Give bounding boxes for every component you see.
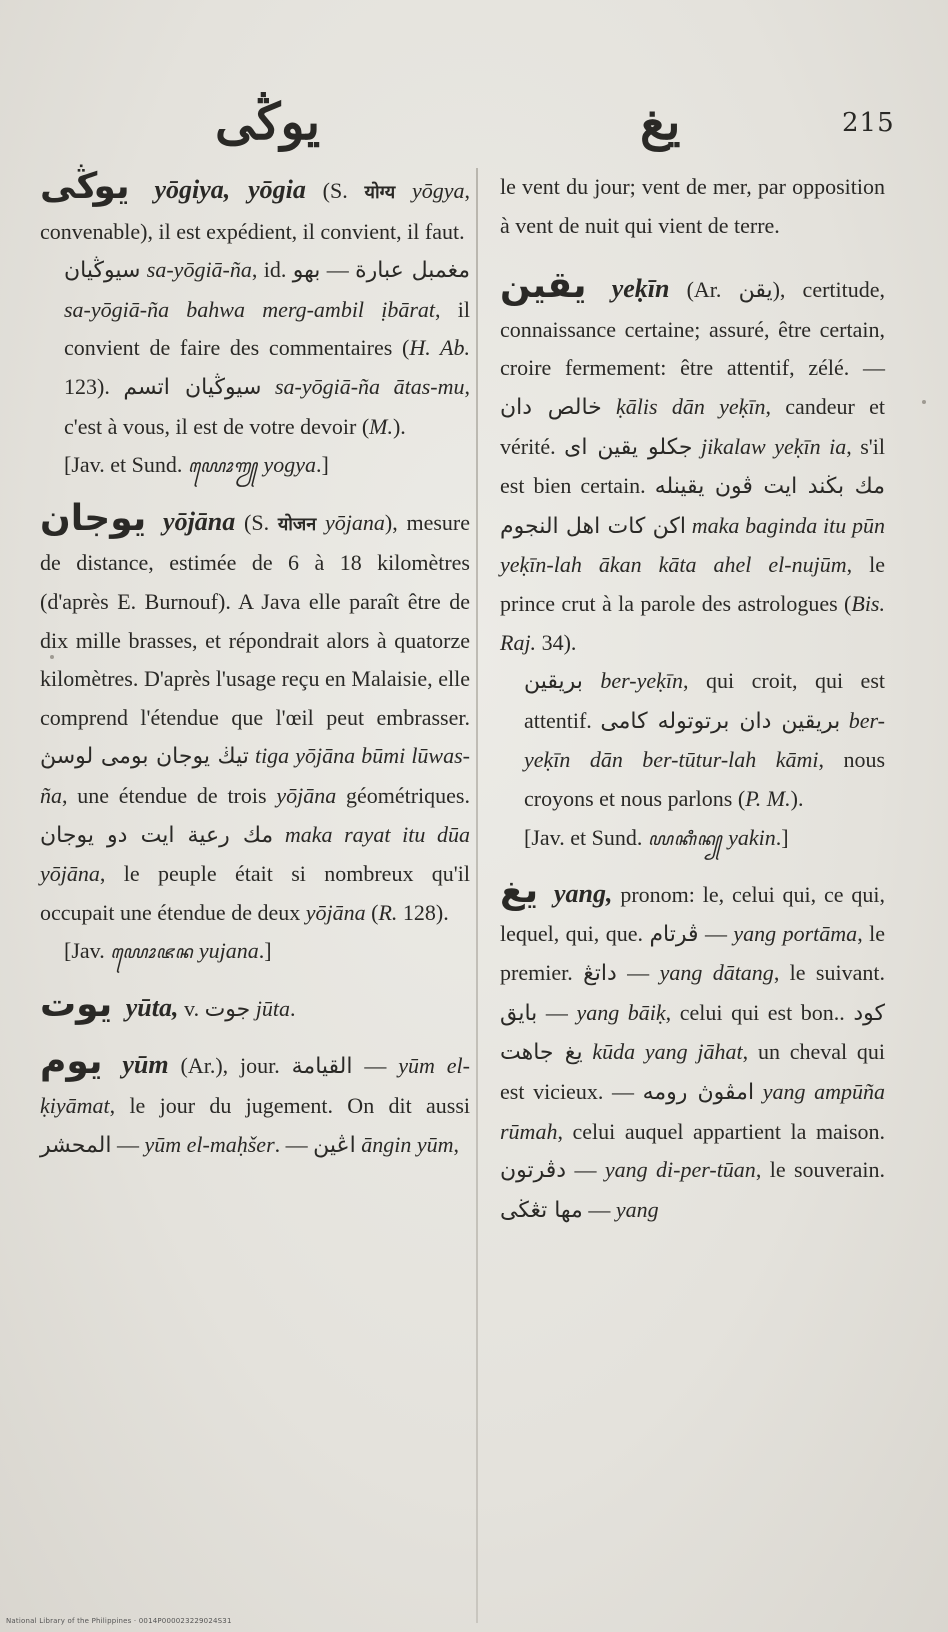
text: 123). <box>64 373 124 399</box>
text: , le souverain. <box>755 1157 885 1183</box>
text <box>395 178 412 203</box>
running-head-center: يغ <box>640 92 681 151</box>
entry-yuta <box>40 983 470 1030</box>
italic-text: yang ampūña rūmah <box>500 1079 885 1144</box>
italic-text: yakin <box>722 824 776 850</box>
text: ). <box>790 785 804 811</box>
italic-text: yōgya <box>411 178 465 203</box>
italic-text: yōjāna <box>305 899 366 925</box>
arabic-text: داتڠ <box>583 961 617 987</box>
italic-text: kūda yang jāhat <box>582 1039 743 1065</box>
entry-yogiya-body <box>40 251 470 446</box>
paper-fleck <box>50 655 54 659</box>
arabic-text: يقن <box>738 278 773 304</box>
headword: yūm <box>122 1050 169 1080</box>
text: ( <box>365 899 379 925</box>
arabic-text: دڤرتون <box>500 1158 567 1184</box>
text: — <box>698 920 734 946</box>
text: géométriques. <box>336 782 470 808</box>
text: (S. <box>305 178 365 203</box>
italic-text: āngin yūm <box>355 1131 454 1157</box>
text: , s'il est bien certain. <box>500 433 885 499</box>
text: , le suivant. <box>773 960 885 986</box>
italic-text: ḳālis dān yeḳīn <box>601 393 766 419</box>
italic-text: yang portāma <box>733 920 858 946</box>
scan-footer: National Library of the Philippines · 0014P000023229024S31 <box>6 1617 232 1625</box>
javanese-script: ꦪꦺꦴꦗꦤ <box>110 942 194 963</box>
italic-text: yōjana <box>325 509 385 535</box>
text: — <box>616 960 660 986</box>
italic-text: tiga yōjāna būmi lūwas-ña <box>40 743 470 808</box>
entry-yang <box>500 872 885 1230</box>
italic-text: M. <box>369 413 393 439</box>
text: — <box>352 1053 399 1079</box>
text: — <box>566 1157 605 1183</box>
text: , le premier. <box>500 920 885 986</box>
italic-text: sa-yōgiā-ña <box>146 257 252 283</box>
arabic-text: بريقين دان برتوتوله كامی <box>600 708 841 734</box>
text: (Ar. <box>669 277 739 303</box>
text: , le prince crut à la parole des astrologues ( <box>500 552 885 616</box>
italic-text: yang <box>615 1196 659 1222</box>
arabic-text: مك بڬند ايت ڤون يقينله اكن كات اهل النجوم <box>500 474 885 539</box>
headword: yōjāna <box>163 506 236 536</box>
italic-text: ber-yeḳīn <box>582 668 684 694</box>
text: , le peuple était si nombreux qu'il occupait une étendue de deux <box>40 861 470 925</box>
arabic-text: جوت <box>204 996 251 1022</box>
javanese-script: ꦪꦏꦶꦤ꧀ <box>647 828 723 849</box>
arabic-text: سيوڭيان اتسم <box>123 374 262 400</box>
text: v. <box>178 995 205 1021</box>
text: ), mesure de distance, estimée de 6 à 18 kilomètres (d'après E. Burnouf). A Java elle paraît être de dix mille brasses, et répondrait alors à quatorze kilomètres. D'après l'usage reçu en Malaisie, elle comprend l'étendue que l'œil peut embrasser. <box>40 509 471 730</box>
arabic-text: جكلو يقين اى <box>564 434 693 460</box>
headword-arabic: يقين <box>500 265 587 307</box>
arabic-text: بايق <box>500 1000 538 1026</box>
text: , c'est à vous, il est de votre devoir ( <box>64 373 471 439</box>
text: , convenable), il est expédient, il convient, il faut. <box>40 178 470 244</box>
italic-text: R. <box>378 899 398 925</box>
devanagari: योजन <box>277 513 317 535</box>
italic-text: P. M. <box>745 785 791 811</box>
arabic-text: ڤرتام <box>649 921 699 947</box>
text: , celui auquel appartient la maison. <box>557 1118 885 1144</box>
text: , qui croit, qui est attentif. <box>524 668 885 733</box>
text: — <box>537 999 577 1025</box>
right-column <box>500 168 885 1230</box>
headword-arabic: يوت <box>40 983 113 1025</box>
italic-text: yogya <box>258 452 317 478</box>
text: .] <box>316 452 329 478</box>
text: — <box>582 1196 616 1222</box>
arabic-text: خالص دان <box>500 394 602 420</box>
entry-yekin-derived <box>500 662 885 818</box>
arabic-text: بريقين <box>524 669 583 695</box>
headword: yūta, <box>125 992 179 1022</box>
text: , <box>453 1131 460 1157</box>
headword: yeḳīn <box>611 274 670 304</box>
page-number: 215 <box>842 108 895 138</box>
italic-text: ber-yeḳīn dān ber-tūtur-lah kāmi <box>524 707 886 773</box>
entry-yum <box>40 1043 470 1165</box>
left-column <box>40 168 470 1165</box>
text: , celui qui est bon.. <box>665 999 854 1025</box>
text: , le jour du jugement. On dit aussi <box>109 1093 470 1119</box>
text: 128). <box>397 899 449 925</box>
text: , un cheval qui est vicieux. — <box>500 1039 885 1105</box>
text: 34). <box>536 629 577 655</box>
arabic-text: القيامة <box>291 1054 353 1080</box>
text: (Ar.), jour. <box>168 1053 292 1079</box>
text: , une étendue de trois <box>62 782 277 808</box>
entry-yogiya <box>40 168 470 251</box>
text: (S. <box>235 509 278 535</box>
arabic-text: المحشر <box>40 1132 112 1158</box>
text: pronom: le, celui qui, ce qui, lequel, qui, que. <box>500 882 886 946</box>
italic-text: yōjāna <box>276 782 337 808</box>
arabic-text: مها تڠڬى <box>500 1197 583 1223</box>
text: [Jav. et Sund. <box>64 452 188 478</box>
italic-text: yang bāiḳ <box>576 999 666 1025</box>
text <box>316 510 325 535</box>
headword: yōgiya, yōgia <box>154 175 306 204</box>
text: .] <box>258 938 272 964</box>
italic-text: sa-yōgiā-ña bahwa merg-ambil ịbārat <box>64 296 436 322</box>
italic-text: yang di-per-tūan <box>604 1157 756 1183</box>
devanagari: योग्य <box>364 182 396 203</box>
text: — <box>320 257 356 283</box>
italic-text: H. Ab. <box>409 335 470 361</box>
headword: yang, <box>553 879 613 909</box>
italic-text: yūm el-maḥšer <box>144 1131 275 1157</box>
arabic-text: مك رعية ايت دو يوجان <box>40 822 274 848</box>
headword-arabic: يوجان <box>40 497 147 539</box>
text: ). <box>392 413 406 439</box>
running-head-left: يوڭى <box>215 92 321 151</box>
text: — <box>111 1131 145 1157</box>
javanese-script: ꦪꦺꦴꦒꦾ <box>187 456 259 477</box>
italic-text: Bis. Raj. <box>500 590 885 655</box>
text: . <box>290 995 296 1021</box>
entry-yogiya-ref <box>40 446 470 486</box>
entry-yojana <box>40 497 471 933</box>
text: ), certitude, connaissance certaine; assuré, être certain, croire fermement: être attentif, zélé. — <box>500 277 886 381</box>
italic-text: maka baginda itu pūn yeḳīn-lah ākan kāta ahel el-nujūm <box>500 512 885 578</box>
entry-yojana-ref <box>40 932 470 972</box>
headword-arabic: يغ <box>500 870 539 912</box>
arabic-text: مغمبل عبارة <box>355 258 471 284</box>
text: [Jav. <box>64 938 111 964</box>
continued-text: le vent du jour; vent de mer, par opposition à vent de nuit qui vient de terre. <box>500 174 885 238</box>
entry-yekin <box>500 267 885 662</box>
paper-fleck <box>922 400 926 404</box>
text: , candeur et vérité. <box>500 393 885 459</box>
text: , id. <box>251 257 293 283</box>
italic-text: jūta <box>250 995 290 1021</box>
italic-text: yang dātang <box>659 960 774 986</box>
entry-yekin-ref <box>500 819 885 859</box>
italic-text: maka rayat itu dūa yōjāna <box>40 821 470 887</box>
arabic-text: كود يغ جاهت <box>500 1000 885 1066</box>
arabic-text: بهو <box>292 258 321 284</box>
arabic-text: سيوڭيان <box>64 258 141 284</box>
text: . — <box>274 1131 314 1157</box>
text: , il convient de faire des commentaires ( <box>64 296 470 361</box>
text: , nous croyons et nous parlons ( <box>524 747 886 811</box>
headword-arabic: يوم <box>40 1041 103 1083</box>
arabic-text: امڤوڽ رومه <box>642 1080 755 1106</box>
italic-text: yujana <box>193 938 259 964</box>
italic-text: jikalaw yeḳīn ia <box>692 433 847 459</box>
arabic-text: تيڬ يوجان بومی لوسڽ <box>40 744 249 770</box>
headword-arabic: يوڭى <box>40 166 130 207</box>
text: .] <box>775 824 789 850</box>
italic-text: sa-yōgiā-ña ātas-mu <box>274 373 465 399</box>
arabic-text: اڠين <box>313 1132 356 1158</box>
text: [Jav. et Sund. <box>524 824 648 850</box>
italic-text: yūm el-ḳiyāmat <box>40 1053 471 1119</box>
column-divider <box>476 168 478 1623</box>
